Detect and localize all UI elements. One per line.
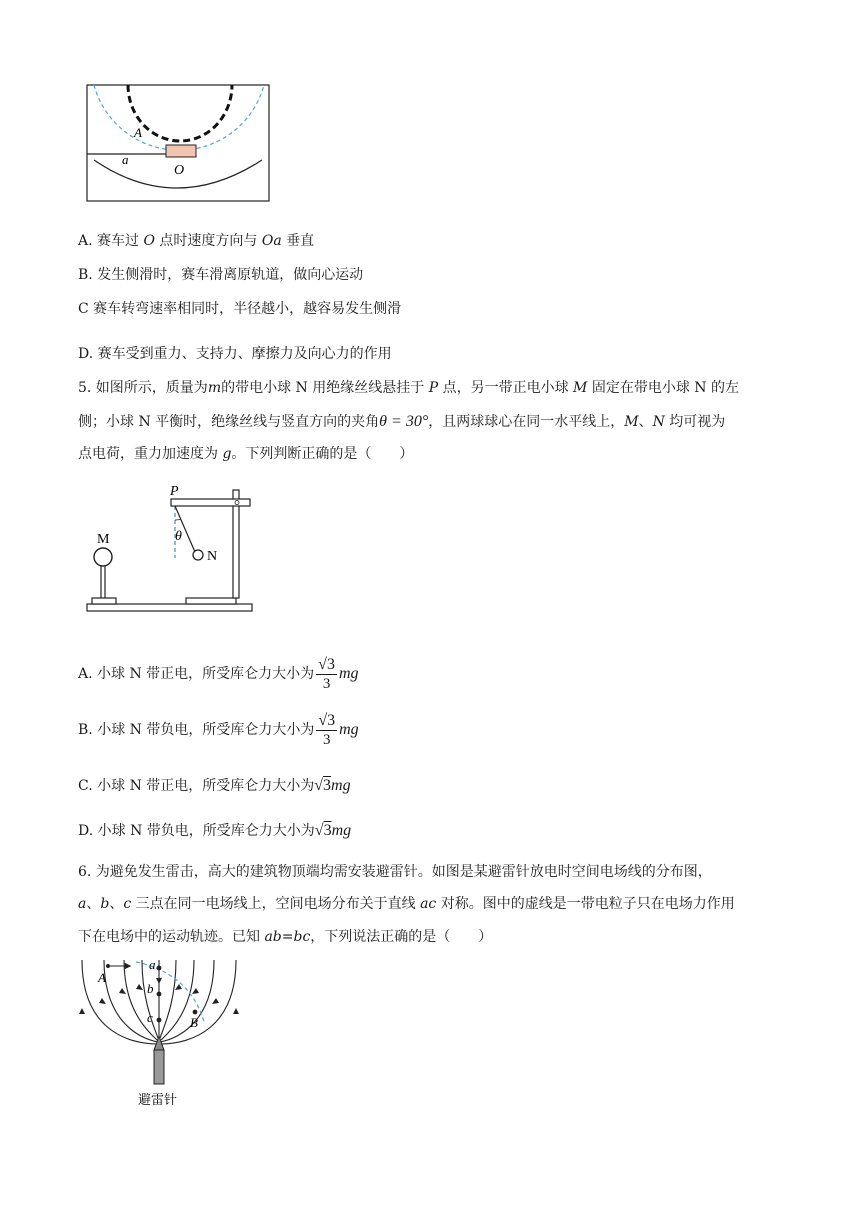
q5-option-d: D. 小球 N 带负电，所受库仑力大小为√3mg [78,822,352,839]
q6-stem-line1: 6. 为避免发生雷击，高大的建筑物顶端均需安装避雷针。如图是某避雷针放电时空间电场线的分布图， [78,864,712,880]
q5-stem-line2: 侧；小球 N 平衡时，绝缘丝线与竖直方向的夹角θ = 30°，且两球球心在同一水平线上，M、N 均可视为 [78,413,726,430]
q4-option-c: C 赛车转弯速率相同时，半径越小，越容易发生侧滑 [78,301,402,317]
q4-figure [86,84,270,202]
q5-fig-label-P: P [170,484,179,499]
q5-fig-label-N: N [207,549,218,564]
q6-fig-caption: 避雷针 [138,1093,178,1108]
q4-option-a: A. 赛车过 O 点时速度方向与 Oa 垂直 [78,233,315,249]
q5-option-b: B. 小球 N 带负电，所受库仑力大小为 $\frac{√3}{3}$ mg [78,711,359,748]
q6-fig-label-c: c [147,1010,153,1025]
q5-stem-line3: 点电荷，重力加速度为 g。下列判断正确的是（ ） [78,446,414,462]
q6-fig-label-b: b [147,981,154,996]
q5-fig-label-M: M [97,532,110,547]
fig4-label-O: O [174,163,185,178]
q4-option-d: D. 赛车受到重力、支持力、摩擦力及向心力的作用 [78,346,392,362]
q5-stem-line1: 5. 如图所示，质量为m的带电小球 N 用绝缘丝线悬挂于 P 点，另一带正电小球 M 固定在带电小球 N 的左 [78,380,739,396]
q5-option-c: C. 小球 N 带正电，所受库仑力大小为√3mg [78,777,351,794]
q6-stem-line3: 下在电场中的运动轨迹。已知 ab=bc，下列说法正确的是（ ） [78,929,493,945]
q6-fig-label-B: B [190,1015,198,1030]
q6-fig-label-A: A [98,970,106,985]
q4-option-b: B. 发生侧滑时，赛车滑离原轨道，做向心运动 [78,267,364,283]
q6-stem-line2: a、b、c 三点在同一电场线上，空间电场分布关于直线 ac 对称。图中的虚线是一带电粒子只在电场力作用 [78,896,735,912]
q5-option-a: A. 小球 N 带正电，所受库仑力大小为 $\frac{√3}{3}$ mg [78,655,359,692]
q6-figure [76,958,242,1110]
q5-figure [84,482,256,616]
fig4-label-A: A [134,125,142,140]
fig4-label-a: a [122,152,129,167]
q5-fig-label-theta: θ [175,529,182,544]
q6-fig-label-a: a [149,958,156,972]
